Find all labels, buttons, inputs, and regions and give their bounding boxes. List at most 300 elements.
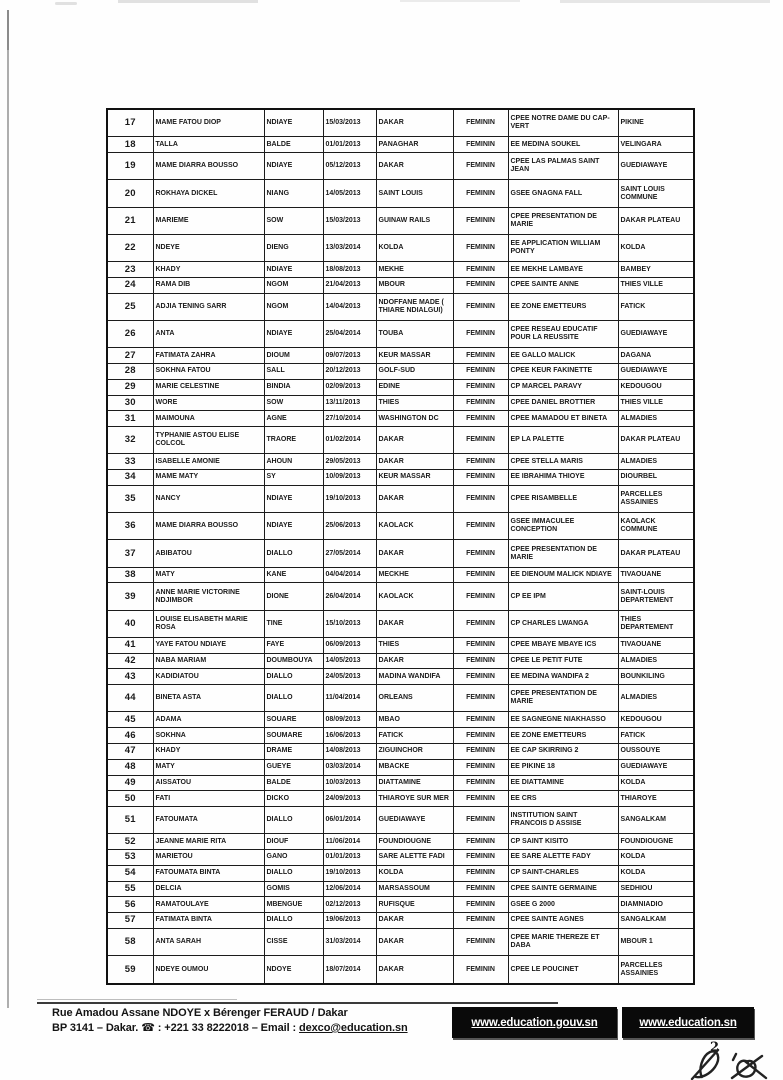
table-cell: 27/05/2014 bbox=[323, 540, 376, 567]
ministry-address-block bbox=[52, 1006, 452, 1036]
table-row bbox=[107, 262, 694, 278]
table-row bbox=[107, 454, 694, 470]
table-cell: FEMININ bbox=[453, 348, 508, 364]
table-cell: FEMININ bbox=[453, 685, 508, 712]
table-cell: 18/08/2013 bbox=[323, 262, 376, 278]
table-row bbox=[107, 791, 694, 807]
table-cell: BAMBEY bbox=[618, 262, 694, 278]
table-cell: 25/06/2013 bbox=[323, 513, 376, 540]
table-cell: 14/04/2013 bbox=[323, 293, 376, 320]
table-cell: EP LA PALETTE bbox=[508, 427, 618, 454]
table-cell: 21 bbox=[107, 207, 153, 234]
table-cell: 10/03/2013 bbox=[323, 775, 376, 791]
table-cell: GSEE IMMACULEE CONCEPTION bbox=[508, 513, 618, 540]
table-cell: NDIAYE bbox=[264, 153, 323, 180]
table-cell: CP SAINT KISITO bbox=[508, 834, 618, 850]
table-cell: MATY bbox=[153, 759, 264, 775]
table-cell: 23 bbox=[107, 262, 153, 278]
table-cell: DAKAR PLATEAU bbox=[618, 427, 694, 454]
table-cell: FEMININ bbox=[453, 454, 508, 470]
table-cell: FEMININ bbox=[453, 234, 508, 261]
table-cell: 11/04/2014 bbox=[323, 685, 376, 712]
table-cell: FOUNDIOUGNE bbox=[618, 834, 694, 850]
table-row bbox=[107, 610, 694, 637]
table-row bbox=[107, 348, 694, 364]
table-cell: SANGALKAM bbox=[618, 807, 694, 834]
table-cell: DAKAR PLATEAU bbox=[618, 207, 694, 234]
table-cell: ANNE MARIE VICTORINE NDJIMBOR bbox=[153, 583, 264, 610]
table-row bbox=[107, 180, 694, 207]
table-cell: 31/03/2014 bbox=[323, 928, 376, 955]
table-row bbox=[107, 540, 694, 567]
table-cell: 19/06/2013 bbox=[323, 913, 376, 929]
table-cell: FATIMATA ZAHRA bbox=[153, 348, 264, 364]
table-cell: 14/05/2013 bbox=[323, 653, 376, 669]
table-cell: 25/04/2014 bbox=[323, 321, 376, 348]
table-cell: 09/07/2013 bbox=[323, 348, 376, 364]
table-cell: FEMININ bbox=[453, 411, 508, 427]
table-cell: GUEYE bbox=[264, 759, 323, 775]
table-cell: RAMATOULAYE bbox=[153, 897, 264, 913]
table-cell: 49 bbox=[107, 775, 153, 791]
table-cell: FEMININ bbox=[453, 278, 508, 294]
table-cell: CISSE bbox=[264, 928, 323, 955]
table-cell: DIAMNIADIO bbox=[618, 897, 694, 913]
table-cell: 30 bbox=[107, 395, 153, 411]
table-cell: 31 bbox=[107, 411, 153, 427]
table-cell: 19/10/2013 bbox=[323, 485, 376, 512]
table-cell: 34 bbox=[107, 470, 153, 486]
table-cell: 17 bbox=[107, 109, 153, 137]
table-cell: 32 bbox=[107, 427, 153, 454]
table-cell: 18/07/2014 bbox=[323, 956, 376, 984]
table-cell: 54 bbox=[107, 865, 153, 881]
table-cell: DAKAR bbox=[376, 928, 453, 955]
table-cell: CP MARCEL PARAVY bbox=[508, 379, 618, 395]
table-cell: MARIE CELESTINE bbox=[153, 379, 264, 395]
table-row bbox=[107, 278, 694, 294]
website-link-gouv[interactable]: www.education.gouv.sn bbox=[452, 1007, 617, 1038]
table-cell: 19/10/2013 bbox=[323, 865, 376, 881]
table-cell: TINE bbox=[264, 610, 323, 637]
table-cell: FEMININ bbox=[453, 712, 508, 728]
table-cell: SARE ALETTE FADI bbox=[376, 850, 453, 866]
table-cell: FOUNDIOUGNE bbox=[376, 834, 453, 850]
table-cell: DIALLO bbox=[264, 540, 323, 567]
table-cell: ROKHAYA DICKEL bbox=[153, 180, 264, 207]
table-cell: NDEYE bbox=[153, 234, 264, 261]
table-cell: PIKINE bbox=[618, 109, 694, 137]
table-cell: TOUBA bbox=[376, 321, 453, 348]
table-cell: 02/12/2013 bbox=[323, 897, 376, 913]
table-cell: BINETA ASTA bbox=[153, 685, 264, 712]
table-cell: NDOYE bbox=[264, 956, 323, 984]
table-cell: FEMININ bbox=[453, 913, 508, 929]
table-row bbox=[107, 956, 694, 984]
table-cell: MEKHE bbox=[376, 262, 453, 278]
table-cell: ZIGUINCHOR bbox=[376, 743, 453, 759]
table-cell: DIENG bbox=[264, 234, 323, 261]
table-row bbox=[107, 395, 694, 411]
table-cell: FATOUMATA bbox=[153, 807, 264, 834]
table-cell: FAYE bbox=[264, 637, 323, 653]
table-cell: VELINGARA bbox=[618, 137, 694, 153]
table-cell: CPEE STELLA MARIS bbox=[508, 454, 618, 470]
table-row bbox=[107, 153, 694, 180]
table-cell: MADINA WANDIFA bbox=[376, 669, 453, 685]
table-cell: CPEE LE POUCINET bbox=[508, 956, 618, 984]
table-cell: FATICK bbox=[376, 728, 453, 744]
table-cell: SY bbox=[264, 470, 323, 486]
table-cell: 12/06/2014 bbox=[323, 881, 376, 897]
table-cell: 52 bbox=[107, 834, 153, 850]
table-cell: FEMININ bbox=[453, 513, 508, 540]
table-cell: 26/04/2014 bbox=[323, 583, 376, 610]
handwritten-signature bbox=[688, 1044, 778, 1080]
table-cell: 50 bbox=[107, 791, 153, 807]
table-cell: 48 bbox=[107, 759, 153, 775]
table-cell: 40 bbox=[107, 610, 153, 637]
table-cell: NIANG bbox=[264, 180, 323, 207]
table-cell: MARSASSOUM bbox=[376, 881, 453, 897]
table-cell: DAKAR bbox=[376, 913, 453, 929]
table-cell: 15/03/2013 bbox=[323, 207, 376, 234]
table-row bbox=[107, 470, 694, 486]
table-cell: EE APPLICATION WILLIAM PONTY bbox=[508, 234, 618, 261]
table-cell: FEMININ bbox=[453, 321, 508, 348]
table-cell: NDOFFANE MADE ( THIARE NDIALGUI) bbox=[376, 293, 453, 320]
table-cell: KHADY bbox=[153, 262, 264, 278]
table-cell: EDINE bbox=[376, 379, 453, 395]
table-cell: 28 bbox=[107, 364, 153, 380]
table-cell: DAGANA bbox=[618, 348, 694, 364]
table-cell: CPEE NOTRE DAME DU CAP-VERT bbox=[508, 109, 618, 137]
table-cell: DAKAR bbox=[376, 956, 453, 984]
table-cell: 56 bbox=[107, 897, 153, 913]
table-cell: FEMININ bbox=[453, 610, 508, 637]
table-cell: MAIMOUNA bbox=[153, 411, 264, 427]
table-cell: DIOUF bbox=[264, 834, 323, 850]
table-cell: RAMA DIB bbox=[153, 278, 264, 294]
table-cell: ALMADIES bbox=[618, 653, 694, 669]
table-cell: CPEE RESEAU EDUCATIF POUR LA REUSSITE bbox=[508, 321, 618, 348]
table-row bbox=[107, 928, 694, 955]
table-cell: ALMADIES bbox=[618, 685, 694, 712]
table-cell: CPEE SAINTE GERMAINE bbox=[508, 881, 618, 897]
table-cell: MBAO bbox=[376, 712, 453, 728]
table-cell: 05/12/2013 bbox=[323, 153, 376, 180]
table-cell: 06/09/2013 bbox=[323, 637, 376, 653]
table-cell: FEMININ bbox=[453, 583, 508, 610]
table-cell: PARCELLES ASSAINIES bbox=[618, 956, 694, 984]
table-cell: MARIETOU bbox=[153, 850, 264, 866]
table-cell: THIAROYE bbox=[618, 791, 694, 807]
table-row bbox=[107, 881, 694, 897]
table-cell: CPEE PRESENTATION DE MARIE bbox=[508, 207, 618, 234]
table-cell: DAKAR bbox=[376, 485, 453, 512]
table-cell: FEMININ bbox=[453, 956, 508, 984]
table-cell: MATY bbox=[153, 567, 264, 583]
scan-edge-line bbox=[7, 10, 9, 1008]
table-cell: FEMININ bbox=[453, 637, 508, 653]
table-cell: KAOLACK bbox=[376, 513, 453, 540]
table-cell: ADAMA bbox=[153, 712, 264, 728]
table-cell: 47 bbox=[107, 743, 153, 759]
table-cell: 20 bbox=[107, 180, 153, 207]
table-cell: NABA MARIAM bbox=[153, 653, 264, 669]
table-cell: 46 bbox=[107, 728, 153, 744]
table-cell: CP CHARLES LWANGA bbox=[508, 610, 618, 637]
table-cell: OUSSOUYE bbox=[618, 743, 694, 759]
table-cell: KOLDA bbox=[618, 850, 694, 866]
table-cell: MAME FATOU DIOP bbox=[153, 109, 264, 137]
table-cell: LOUISE ELISABETH MARIE ROSA bbox=[153, 610, 264, 637]
table-cell: DAKAR bbox=[376, 653, 453, 669]
table-cell: EE MEDINA WANDIFA 2 bbox=[508, 669, 618, 685]
table-cell: 36 bbox=[107, 513, 153, 540]
table-cell: 06/01/2014 bbox=[323, 807, 376, 834]
table-cell: FEMININ bbox=[453, 728, 508, 744]
table-cell: SALL bbox=[264, 364, 323, 380]
table-cell: THIES bbox=[376, 637, 453, 653]
table-cell: 45 bbox=[107, 712, 153, 728]
table-cell: CP SAINT-CHARLES bbox=[508, 865, 618, 881]
table-cell: DIALLO bbox=[264, 669, 323, 685]
table-cell: CPEE SAINTE AGNES bbox=[508, 913, 618, 929]
table-cell: FEMININ bbox=[453, 928, 508, 955]
table-cell: MAME MATY bbox=[153, 470, 264, 486]
table-cell: PARCELLES ASSAINIES bbox=[618, 485, 694, 512]
table-cell: MAME DIARRA BOUSSO bbox=[153, 153, 264, 180]
table-cell: SOUMARE bbox=[264, 728, 323, 744]
table-cell: FATICK bbox=[618, 293, 694, 320]
table-cell: BALDE bbox=[264, 775, 323, 791]
table-cell: TRAORE bbox=[264, 427, 323, 454]
table-cell: TIVAOUANE bbox=[618, 567, 694, 583]
table-cell: GANO bbox=[264, 850, 323, 866]
table-cell: ANTA bbox=[153, 321, 264, 348]
table-cell: KOLDA bbox=[376, 865, 453, 881]
table-cell: 57 bbox=[107, 913, 153, 929]
table-cell: BINDIA bbox=[264, 379, 323, 395]
table-row bbox=[107, 109, 694, 137]
table-cell: 27/10/2014 bbox=[323, 411, 376, 427]
table-row bbox=[107, 759, 694, 775]
table-cell: 13/03/2014 bbox=[323, 234, 376, 261]
table-cell: CPEE MARIE THEREZE ET DABA bbox=[508, 928, 618, 955]
table-cell: FEMININ bbox=[453, 207, 508, 234]
table-cell: MECKHE bbox=[376, 567, 453, 583]
student-registry-table bbox=[106, 108, 695, 985]
table-row bbox=[107, 807, 694, 834]
address-line-1: Rue Amadou Assane NDOYE x Bérenger FERAUD / Dakar bbox=[52, 1007, 348, 1019]
table-cell: BALDE bbox=[264, 137, 323, 153]
table-cell: FATICK bbox=[618, 728, 694, 744]
table-cell: EE ZONE EMETTEURS bbox=[508, 293, 618, 320]
table-cell: DELCIA bbox=[153, 881, 264, 897]
table-cell: FEMININ bbox=[453, 137, 508, 153]
table-cell: GSEE G 2000 bbox=[508, 897, 618, 913]
table-cell: FEMININ bbox=[453, 807, 508, 834]
table-cell: 03/03/2014 bbox=[323, 759, 376, 775]
table-cell: FEMININ bbox=[453, 865, 508, 881]
address-line-2 bbox=[52, 1021, 452, 1036]
table-row bbox=[107, 685, 694, 712]
table-cell: AGNE bbox=[264, 411, 323, 427]
table-row bbox=[107, 775, 694, 791]
address-line-2-text: BP 3141 – Dakar. ☎ : +221 33 8222018 – Email : bbox=[52, 1022, 300, 1034]
table-cell: 10/09/2013 bbox=[323, 470, 376, 486]
scan-smudge bbox=[400, 0, 520, 2]
table-cell: 53 bbox=[107, 850, 153, 866]
table-row bbox=[107, 364, 694, 380]
table-cell: 51 bbox=[107, 807, 153, 834]
table-cell: 01/01/2013 bbox=[323, 137, 376, 153]
table-cell: CPEE SAINTE ANNE bbox=[508, 278, 618, 294]
table-cell: AHOUN bbox=[264, 454, 323, 470]
table-cell: 37 bbox=[107, 540, 153, 567]
table-cell: SAINT LOUIS bbox=[376, 180, 453, 207]
table-cell: EE DIATTAMINE bbox=[508, 775, 618, 791]
table-cell: FATI bbox=[153, 791, 264, 807]
table-cell: 20/12/2013 bbox=[323, 364, 376, 380]
table-cell: 15/03/2013 bbox=[323, 109, 376, 137]
table-cell: 04/04/2014 bbox=[323, 567, 376, 583]
table-cell: 44 bbox=[107, 685, 153, 712]
table-row bbox=[107, 850, 694, 866]
table-row bbox=[107, 653, 694, 669]
table-cell: TIVAOUANE bbox=[618, 637, 694, 653]
table-cell: FEMININ bbox=[453, 470, 508, 486]
table-row bbox=[107, 234, 694, 261]
table-cell: 16/06/2013 bbox=[323, 728, 376, 744]
table-cell: DAKAR PLATEAU bbox=[618, 540, 694, 567]
table-cell: CP EE IPM bbox=[508, 583, 618, 610]
page-number: 2 bbox=[710, 1040, 720, 1055]
table-cell: KANE bbox=[264, 567, 323, 583]
email-link[interactable]: dexco@education.sn bbox=[299, 1022, 408, 1034]
table-cell: GUEDIAWAYE bbox=[618, 759, 694, 775]
table-cell: EE SARE ALETTE FADY bbox=[508, 850, 618, 866]
table-cell: 13/11/2013 bbox=[323, 395, 376, 411]
table-cell: CPEE KEUR FAKINETTE bbox=[508, 364, 618, 380]
table-cell: DAKAR bbox=[376, 427, 453, 454]
table-cell: FEMININ bbox=[453, 897, 508, 913]
table-row bbox=[107, 669, 694, 685]
table-cell: NDIAYE bbox=[264, 321, 323, 348]
table-cell: SOKHNA bbox=[153, 728, 264, 744]
table-cell: DAKAR bbox=[376, 540, 453, 567]
table-cell: DIALLO bbox=[264, 807, 323, 834]
table-cell: SANGALKAM bbox=[618, 913, 694, 929]
table-cell: KOLDA bbox=[618, 234, 694, 261]
table-cell: 22 bbox=[107, 234, 153, 261]
table-cell: FATOUMATA BINTA bbox=[153, 865, 264, 881]
table-cell: KEDOUGOU bbox=[618, 712, 694, 728]
table-cell: MBENGUE bbox=[264, 897, 323, 913]
table-cell: ALMADIES bbox=[618, 454, 694, 470]
table-row bbox=[107, 411, 694, 427]
table-cell: NDEYE OUMOU bbox=[153, 956, 264, 984]
table-cell: ABIBATOU bbox=[153, 540, 264, 567]
table-cell: KAOLACK COMMUNE bbox=[618, 513, 694, 540]
table-cell: DAKAR bbox=[376, 153, 453, 180]
table-cell: CPEE RISAMBELLE bbox=[508, 485, 618, 512]
table-cell: KAOLACK bbox=[376, 583, 453, 610]
table-cell: KHADY bbox=[153, 743, 264, 759]
scan-smudge bbox=[55, 2, 77, 5]
table-cell: FEMININ bbox=[453, 427, 508, 454]
table-cell: SOW bbox=[264, 395, 323, 411]
table-cell: THIES VILLE bbox=[618, 395, 694, 411]
table-cell: JEANNE MARIE RITA bbox=[153, 834, 264, 850]
table-cell: 27 bbox=[107, 348, 153, 364]
table-cell: TYPHANIE ASTOU ELISE COLCOL bbox=[153, 427, 264, 454]
table-cell: GSEE GNAGNA FALL bbox=[508, 180, 618, 207]
table-cell: EE PIKINE 18 bbox=[508, 759, 618, 775]
table-row bbox=[107, 321, 694, 348]
table-cell: DIATTAMINE bbox=[376, 775, 453, 791]
table-cell: FEMININ bbox=[453, 850, 508, 866]
table-cell: 21/04/2013 bbox=[323, 278, 376, 294]
table-cell: NDIAYE bbox=[264, 513, 323, 540]
table-row bbox=[107, 897, 694, 913]
table-cell: CPEE DANIEL BROTTIER bbox=[508, 395, 618, 411]
table-row bbox=[107, 637, 694, 653]
table-cell: 14/05/2013 bbox=[323, 180, 376, 207]
table-cell: CPEE MBAYE MBAYE ICS bbox=[508, 637, 618, 653]
table-cell: AISSATOU bbox=[153, 775, 264, 791]
table-cell: PANAGHAR bbox=[376, 137, 453, 153]
table-cell: EE CAP SKIRRING 2 bbox=[508, 743, 618, 759]
footer-divider bbox=[37, 1002, 558, 1004]
table-cell: INSTITUTION SAINT FRANCOIS D ASSISE bbox=[508, 807, 618, 834]
table-cell: FEMININ bbox=[453, 485, 508, 512]
table-cell: TALLA bbox=[153, 137, 264, 153]
table-cell: 41 bbox=[107, 637, 153, 653]
table-cell: 01/02/2014 bbox=[323, 427, 376, 454]
table-row bbox=[107, 712, 694, 728]
table-cell: FEMININ bbox=[453, 262, 508, 278]
table-row bbox=[107, 728, 694, 744]
table-cell: DAKAR bbox=[376, 109, 453, 137]
table-row bbox=[107, 379, 694, 395]
table-cell: GOMIS bbox=[264, 881, 323, 897]
table-cell: MBOUR 1 bbox=[618, 928, 694, 955]
table-row bbox=[107, 513, 694, 540]
table-cell: GUINAW RAILS bbox=[376, 207, 453, 234]
table-cell: WORE bbox=[153, 395, 264, 411]
table-cell: DIALLO bbox=[264, 865, 323, 881]
table-cell: THIES bbox=[376, 395, 453, 411]
table-cell: 01/01/2013 bbox=[323, 850, 376, 866]
table-cell: CPEE PRESENTATION DE MARIE bbox=[508, 685, 618, 712]
table-cell: 35 bbox=[107, 485, 153, 512]
table-cell: EE MEDINA SOUKEL bbox=[508, 137, 618, 153]
table-cell: DAKAR bbox=[376, 454, 453, 470]
table-cell: EE SAGNEGNE NIAKHASSO bbox=[508, 712, 618, 728]
table-cell: GUEDIAWAYE bbox=[618, 153, 694, 180]
table-row bbox=[107, 834, 694, 850]
table-cell: MBACKE bbox=[376, 759, 453, 775]
table-cell: MARIEME bbox=[153, 207, 264, 234]
table-row bbox=[107, 293, 694, 320]
table-cell: 24/09/2013 bbox=[323, 791, 376, 807]
table-cell: FEMININ bbox=[453, 881, 508, 897]
table-cell: RUFISQUE bbox=[376, 897, 453, 913]
table-cell: FEMININ bbox=[453, 567, 508, 583]
website-link-education[interactable]: www.education.sn bbox=[622, 1007, 754, 1038]
